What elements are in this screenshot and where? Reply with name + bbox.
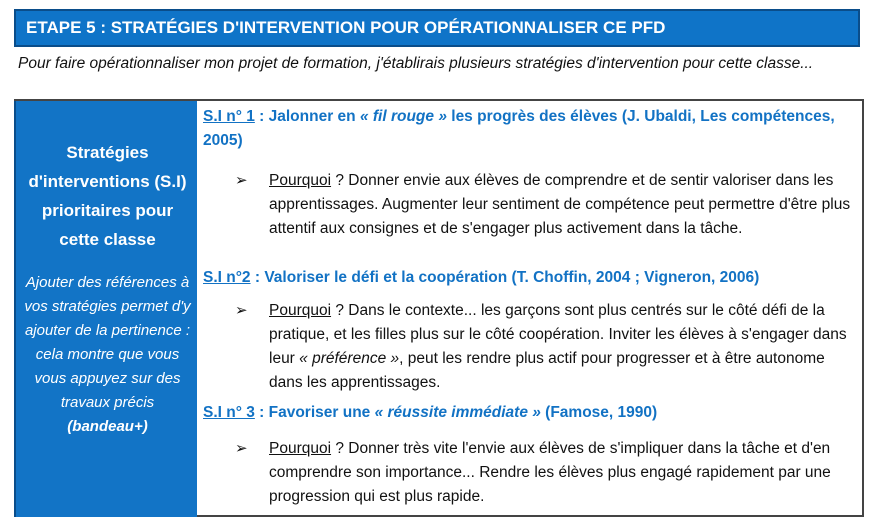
why-text: ? Donner très vite l'envie aux élèves de s'impliquer dans la tâche et d'en comprendre son importance... Rendre les élèves plus engagé rapidement par une progression qui est plus rapide. xyxy=(269,440,831,505)
arrow-bullet-icon: ➢ xyxy=(235,172,248,189)
left-note-bold: (bandeau+) xyxy=(67,418,148,435)
why-text: ? Donner envie aux élèves de comprendre et de sentir valoriser dans les apprentissages. Augmenter leur sentiment de compétence peut permettre d'être plus attentif aux consignes et de s'engager plus activement dans la tâche. xyxy=(269,172,851,237)
strategy-1-post: les progrès des élèves (J. Ubaldi, Les compétences, 2005) xyxy=(203,108,835,149)
strategy-2-number: S.I n°2 xyxy=(203,269,251,286)
strategy-2-heading xyxy=(203,266,853,290)
why-text: ? Dans le contexte... les garçons sont plus centrés sur le côté défi de la pratique, et les filles plus sur le côté coopération. Inviter les élèves à s'engager dans leur xyxy=(269,302,847,367)
strategy-2-pre: : Valoriser le défi et la coopération (T. Choffin, 2004 ; Vigneron, 2006) xyxy=(250,269,760,286)
strategy-3-pre: : Favoriser une xyxy=(254,404,375,421)
left-note-text: Ajouter des références à vos stratégies permet d'y ajouter de la pertinence : cela montre que vous vous appuyez sur des travaux précis xyxy=(24,274,191,411)
left-panel xyxy=(14,101,197,517)
strategy-3-emphasis: « réussite immédiate » xyxy=(374,404,541,421)
strategy-3-heading xyxy=(203,401,853,425)
why-label: Pourquoi xyxy=(269,172,332,189)
strategy-2-reason-text xyxy=(269,299,854,395)
intro-text: Pour faire opérationnaliser mon projet de formation, j'établirais plusieurs stratégies d'intervention pour cette classe... xyxy=(18,55,814,72)
why-emphasis: « préférence » xyxy=(299,350,400,367)
strategies-panel xyxy=(197,101,864,517)
strategy-1-pre: : Jalonner en xyxy=(254,108,360,125)
strategy-3-post: (Famose, 1990) xyxy=(540,404,658,421)
why-label: Pourquoi xyxy=(269,302,332,319)
strategy-1-heading xyxy=(203,105,853,153)
strategy-1-reason-text xyxy=(269,169,854,241)
left-panel-title: Stratégies d'interventions (S.I) prioritaires pour cette classe xyxy=(28,143,187,249)
step-title: ETAPE 5 : STRATÉGIES D'INTERVENTION POUR OPÉRATIONNALISER CE PFD xyxy=(14,9,860,47)
strategy-3-number: S.I n° 3 xyxy=(203,404,255,421)
strategy-3-reason-text xyxy=(269,437,854,509)
arrow-bullet-icon: ➢ xyxy=(235,302,248,319)
arrow-bullet-icon: ➢ xyxy=(235,440,248,457)
why-label: Pourquoi xyxy=(269,440,332,457)
strategy-1-emphasis: « fil rouge » xyxy=(359,108,447,125)
strategy-1-number: S.I n° 1 xyxy=(203,108,255,125)
left-panel-note xyxy=(24,271,191,439)
why-text-end: , peut les rendre plus actif pour progresser et à être autonome dans les apprentissages. xyxy=(269,350,825,391)
